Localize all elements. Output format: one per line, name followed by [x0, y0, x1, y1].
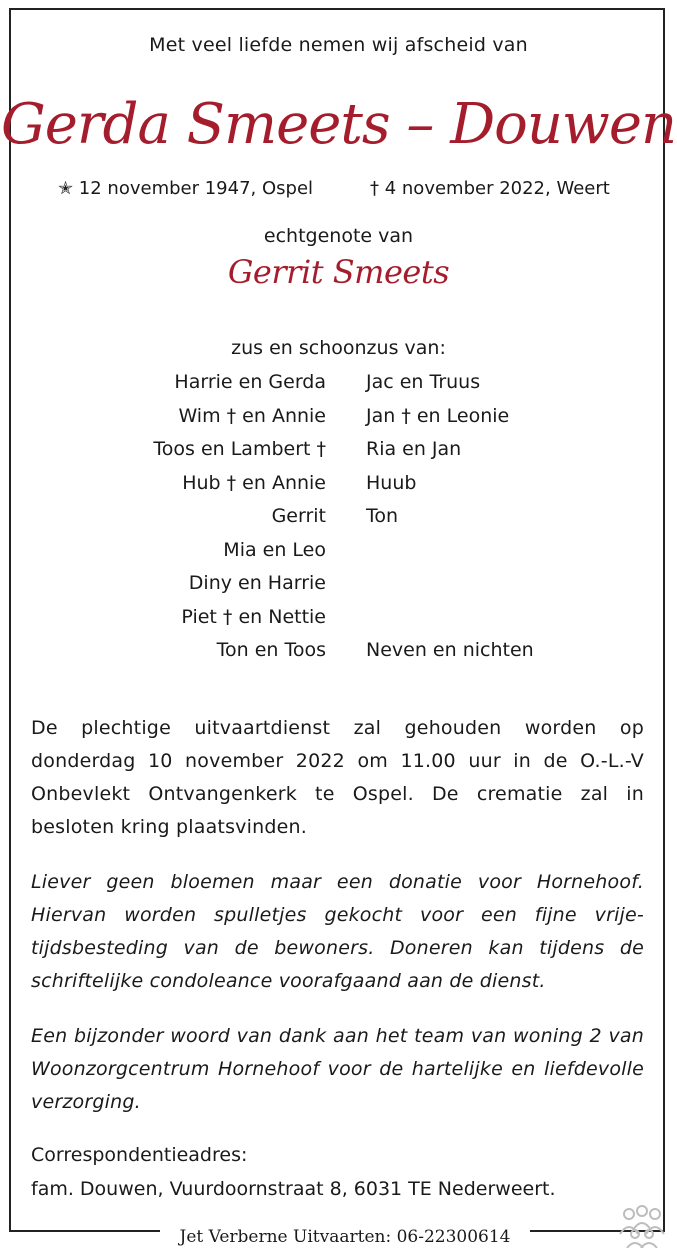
address-line: fam. Douwen, Vuurdoornstraat 8, 6031 TE Nederweert. — [31, 1178, 556, 1200]
list-item: Toos en Lambert † — [153, 438, 326, 460]
footer-contact: Jet Verberne Uitvaarten: 06-22300614 — [160, 1224, 530, 1250]
service-paragraph: De plechtige uitvaartdienst zal gehouden worden op donderdag 10 november 2022 om 11.00 uur in de O.-L.-V Onbevlekt Ontvangenkerk te Ospel. De crematie zal in besloten kring plaatsvinden. — [31, 717, 644, 838]
list-item: Gerrit — [271, 505, 326, 527]
thanks-paragraph: Een bijzonder woord van dank aan het team van woning 2 van Woonzorgcentrum Hornehoof voor de hartelijke en liefdevolle verzorging. — [31, 1025, 644, 1113]
siblings-left-list — [100, 366, 326, 668]
list-item: Jan † en Leonie — [366, 404, 510, 427]
address-label: Correspondentieadres: — [31, 1144, 248, 1166]
donation-paragraph: Liever geen bloemen maar een donatie voor Hornehoof. Hiervan worden spulletjes gekocht voor een fijne vrije-tijdsbesteding van de bewoners. Doneren kan tijdens de schriftelijke condoleance voorafgaand aan de dienst. — [31, 871, 644, 992]
list-item: Mia en Leo — [223, 538, 326, 561]
death-date: † 4 november 2022, Weert — [370, 178, 610, 199]
intro-text: Met veel liefde nemen wij afscheid van — [149, 34, 528, 56]
birth-date: ✭ 12 november 1947, Ospel — [58, 178, 314, 199]
list-item: Ton en Toos — [216, 639, 326, 661]
list-item: Huub — [366, 471, 417, 494]
list-item: Wim † en Annie — [178, 404, 326, 427]
list-item: Jac en Truus — [366, 371, 481, 393]
deceased-name: Gerda Smeets – Douwen — [0, 92, 677, 157]
nephews-nieces: Neven en nichten — [366, 639, 534, 661]
list-item: Hub † en Annie — [182, 471, 326, 494]
list-item: Ton — [366, 505, 399, 527]
siblings-label: zus en schoonzus van: — [231, 337, 446, 359]
list-item: Diny en Harrie — [188, 572, 326, 594]
siblings-right-list — [366, 366, 646, 534]
people-group-icon — [616, 1204, 668, 1248]
spouse-name: Gerrit Smeets — [227, 253, 450, 291]
list-item: Ria en Jan — [366, 438, 462, 460]
list-item: Piet † en Nettie — [181, 605, 326, 628]
list-item: Harrie en Gerda — [174, 371, 326, 393]
spouse-label: echtgenote van — [263, 225, 414, 247]
